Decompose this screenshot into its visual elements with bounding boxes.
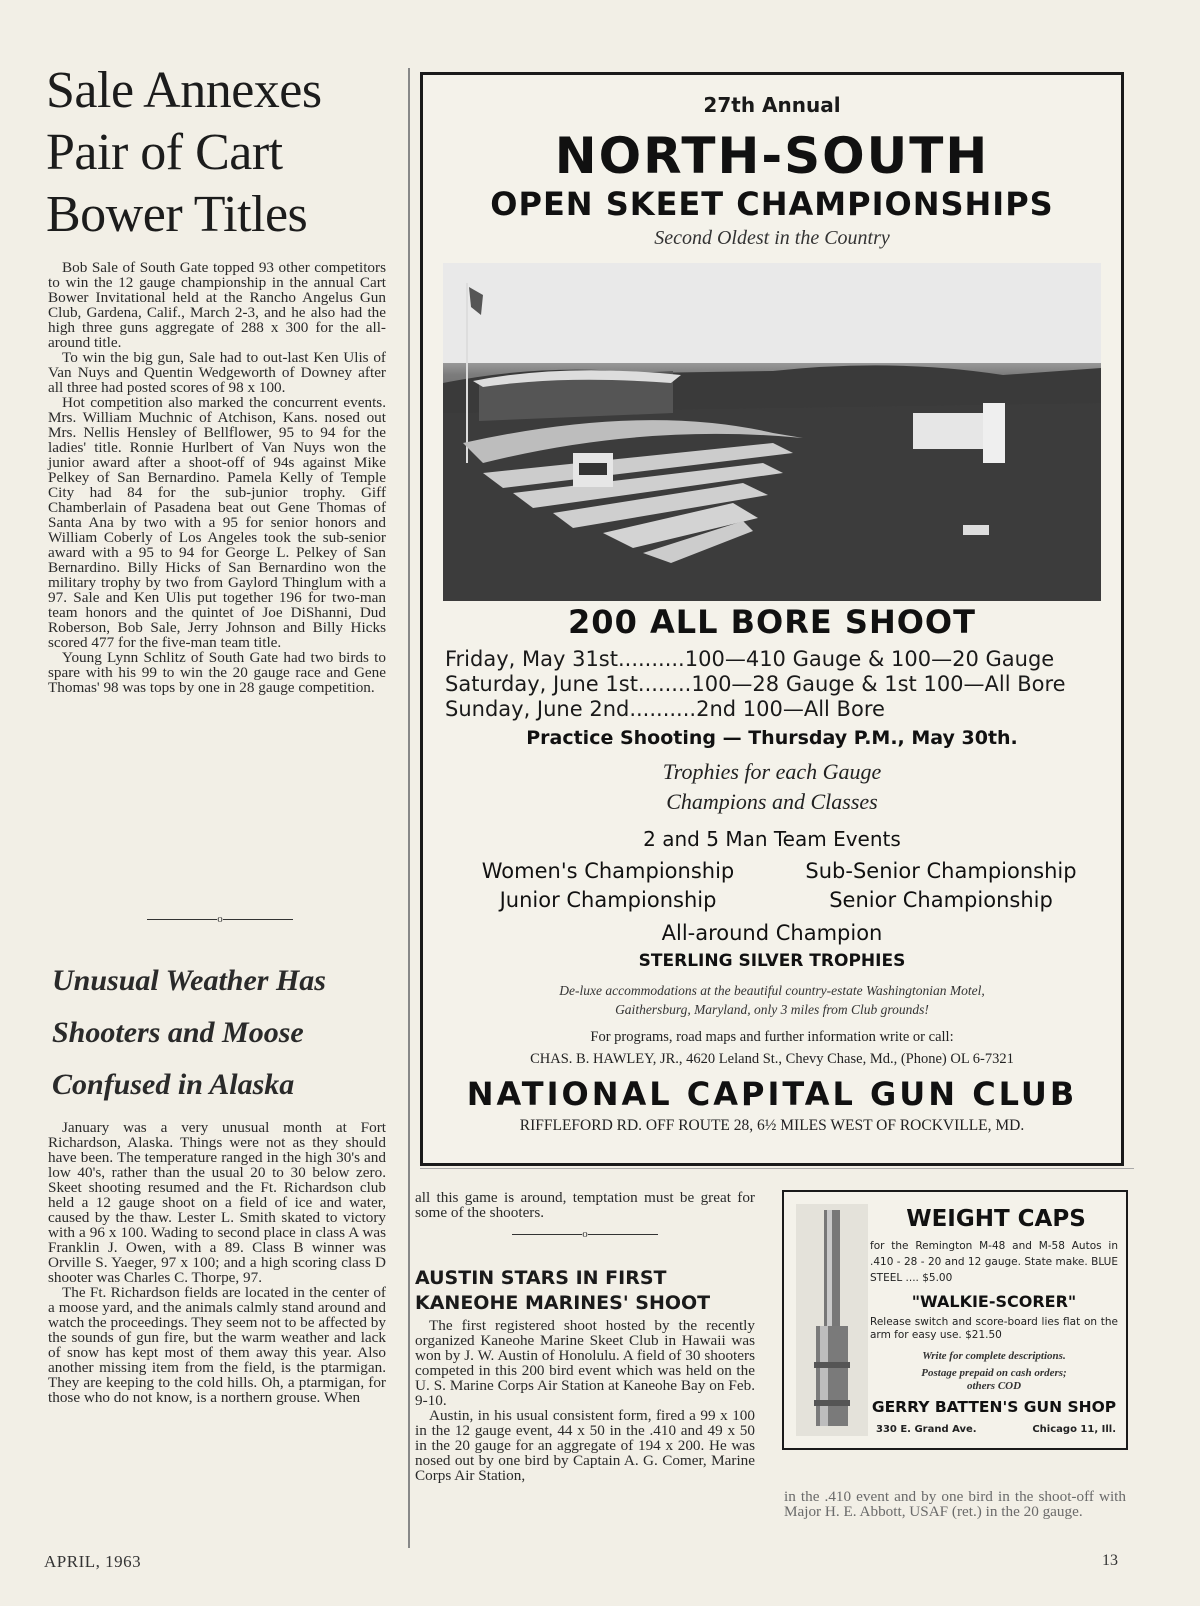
championship-item: Senior Championship xyxy=(829,888,1053,912)
practice-line: Practice Shooting — Thursday P.M., May 30th. xyxy=(526,727,1018,749)
article3-continuation xyxy=(784,1489,1126,1519)
schedule-list xyxy=(445,647,1105,722)
article-paragraph: Young Lynn Schlitz of South Gate had two birds to spare with his 99 to win the 20 gauge race and Gene Thomas' 98 was tops by one in 28 gauge competition. xyxy=(48,649,386,696)
team-events: 2 and 5 Man Team Events xyxy=(643,827,901,851)
ad-note: Postage prepaid on cash orders; xyxy=(921,1367,1067,1379)
ad-note: others COD xyxy=(966,1380,1022,1392)
article-paragraph: Hot competition also marked the concurrent events. Mrs. William Muchnic of Atchison, Kans. nosed out Mrs. Nellis Hensley of Bellflower, 95 to 94 for the ladies' title. Ronnie Hurlbert of Van Nuys won the junior award after a shoot-off of 94s against Mike Pelkey of San Bernardino. Pamela Kelly of Temple City had 84 for the sub-junior trophy. Giff Chamberlain of Pasadena beat out Gene Thomas of Santa Ana by two with a 95 for senior honors and William Coberly of Los Angeles took the sub-senior award with a 95 to 94 for George L. Pelkey of San Bernardino. Billy Hicks of San Bernardino won the military trophy by two from Gaylord Thinglum with a 97. Sale and Ken Ulis put together 196 for two-man team honors and the quintet of Joe DiShanni, Dud Roberson, Bob Sale, Jerry Johnson and Billy Hicks scored 477 for the five-man team title. xyxy=(48,394,386,651)
schedule-event: 100—28 Gauge & 1st 100—All Bore xyxy=(691,672,1066,696)
info-line: For programs, road maps and further information write or call: xyxy=(590,1029,954,1045)
separator-mark: o xyxy=(582,1228,588,1240)
page-number: 13 xyxy=(1102,1552,1118,1569)
championship-item: Women's Championship xyxy=(481,859,735,883)
ad-kicker: 27th Annual xyxy=(703,93,841,117)
article3-body xyxy=(415,1318,755,1483)
article2-continuation xyxy=(415,1190,755,1220)
weight-caps-ad xyxy=(782,1190,1128,1450)
championship-item: Junior Championship xyxy=(499,888,717,912)
trophies-line: Trophies for each Gauge xyxy=(662,759,882,784)
headline-line: Confused in Alaska xyxy=(52,1068,295,1101)
schedule-row xyxy=(445,672,1105,697)
headline-line: Sale Annexes xyxy=(46,62,322,119)
schedule-day: Sunday, June 2nd.......... xyxy=(445,697,697,721)
ad-note: Write for complete descriptions. xyxy=(922,1350,1066,1362)
headline-line: Bower Titles xyxy=(46,186,308,243)
schedule-day: Friday, May 31st.......... xyxy=(445,647,685,671)
championship-ad xyxy=(420,72,1124,1166)
article-paragraph: The first registered shoot hosted by the recently organized Kaneohe Marine Skeet Club in Hawaii was won by J. W. Austin of Honolulu. A field of 30 shooters competed in this 200 bird event which was held on the U. S. Marine Corps Air Station at Kaneohe Bay on Feb. 9-10. xyxy=(415,1317,755,1409)
article-paragraph: Bob Sale of South Gate topped 93 other competitors to win the 12 gauge championship in the annual Cart Bower Invitational held at the Rancho Angelus Gun Club, Gardena, Calif., March 2-3, and he also had the high three guns aggregate of 288 x 300 for the all-around title. xyxy=(48,259,386,351)
contact-line: CHAS. B. HAWLEY, JR., 4620 Leland St., Chevy Chase, Md., (Phone) OL 6-7321 xyxy=(530,1051,1014,1067)
schedule-row xyxy=(445,697,1105,722)
championships-right xyxy=(771,857,1111,915)
article-paragraph: The Ft. Richardson fields are located in the center of a moose yard, and the animals calmly stand around and watch the proceedings. They seem not to be affected by the sounds of gun fire, but the warm weather and lack of snow has kept most of them away this year. Also another missing item from the field, is the ptarmigan. They are keeping to the cold hills. Oh, a ptarmigan, for those who do not know, is a northern grouse. When xyxy=(48,1284,386,1406)
article-paragraph: January was a very unusual month at Fort Richardson, Alaska. Things were not as they should have been. The temperature ranged in the high 30's and low 40's, rather than the usual 20 to 30 below zero. Skeet shooting resumed and the Ft. Richardson club held a 12 gauge shoot on a field of ice and water, caused by the thaw. Lester L. Smith skated to victory with a 96 x 100. Wading to second place in class A was Franklin J. Owen, with a 89. Class B winner was Orville S. Yaeger, 97 x 100; and a high scoring class D shooter was Charles C. Thorpe, 97. xyxy=(48,1119,386,1286)
headline-line: Unusual Weather Has xyxy=(52,964,326,997)
article3-headline xyxy=(415,1266,755,1316)
article2-headline xyxy=(52,955,392,1111)
headline-line: KANEOHE MARINES' SHOOT xyxy=(415,1292,711,1314)
weight-caps-desc: for the Remington M-48 and M-58 Autos in .410 - 28 - 20 and 12 gauge. State make. BLUE STEEL .... $5.00 xyxy=(870,1240,1118,1284)
championship-item: Sub-Senior Championship xyxy=(805,859,1077,883)
schedule-row xyxy=(445,647,1105,672)
schedule-event: 2nd 100—All Bore xyxy=(696,697,885,721)
club-address: RIFFLEFORD RD. OFF ROUTE 28, 6½ MILES WEST OF ROCKVILLE, MD. xyxy=(519,1117,1025,1134)
accommodations-line: De-luxe accommodations at the beautiful country-estate Washingtonian Motel, xyxy=(559,983,985,998)
section-divider xyxy=(420,1168,1134,1169)
headline-line: Shooters and Moose xyxy=(52,1016,304,1049)
ad-subtitle: OPEN SKEET CHAMPIONSHIPS xyxy=(490,185,1054,223)
shop-address: 330 E. Grand Ave. xyxy=(876,1424,977,1435)
walkie-scorer-desc: Release switch and score-board lies flat on the arm for easy use. $21.50 xyxy=(870,1316,1118,1341)
skeet-field-photo xyxy=(443,263,1101,601)
weight-cap-photo xyxy=(796,1204,868,1436)
article2-body xyxy=(48,1120,386,1405)
shop-name: GERRY BATTEN'S GUN SHOP xyxy=(871,1398,1117,1416)
championships-left xyxy=(443,857,773,915)
headline-line: AUSTIN STARS IN FIRST xyxy=(415,1267,667,1289)
article-paragraph: Austin, in his usual consistent form, fired a 99 x 100 in the 12 gauge event, 44 x 50 in the .410 and 49 x 50 in the 20 gauge for an aggregate of 194 x 200. He was nosed out by one bird by Captain A. G. Comer, Marine Corps Air Station, xyxy=(415,1407,755,1484)
issue-date: APRIL, 1963 xyxy=(44,1552,142,1571)
sterling-trophies: STERLING SILVER TROPHIES xyxy=(638,951,906,971)
article1-body xyxy=(48,260,386,695)
schedule-day: Saturday, June 1st........ xyxy=(445,672,692,696)
article1-headline xyxy=(46,60,376,246)
article-paragraph: in the .410 event and by one bird in the shoot-off with Major H. E. Abbott, USAF (ret.) in the 20 gauge. xyxy=(784,1488,1126,1520)
walkie-scorer-title: "WALKIE-SCORER" xyxy=(911,1292,1077,1311)
schedule-event: 100—410 Gauge & 100—20 Gauge xyxy=(684,647,1055,671)
section-separator xyxy=(505,1228,665,1240)
skeet-field-illustration xyxy=(443,263,1101,601)
article-paragraph: all this game is around, temptation must be great for some of the shooters. xyxy=(415,1189,755,1221)
all-around-champion: All-around Champion xyxy=(661,921,883,945)
ad-title: NORTH-SOUTH xyxy=(554,127,990,185)
column-divider xyxy=(408,68,410,1548)
shoot-title: 200 ALL BORE SHOOT xyxy=(568,603,976,641)
weight-caps-title: WEIGHT CAPS xyxy=(906,1206,1086,1232)
ad-tagline: Second Oldest in the Country xyxy=(654,227,890,249)
club-name: NATIONAL CAPITAL GUN CLUB xyxy=(466,1075,1078,1113)
section-separator xyxy=(140,913,300,925)
shop-city: Chicago 11, Ill. xyxy=(1032,1424,1116,1435)
accommodations-line: Gaithersburg, Maryland, only 3 miles from Club grounds! xyxy=(615,1002,929,1017)
separator-mark: o xyxy=(217,913,223,925)
article-paragraph: To win the big gun, Sale had to out-last Ken Ulis of Van Nuys and Quentin Wedgeworth of Downey after all three had posted scores of 98 x 100. xyxy=(48,349,386,396)
headline-line: Pair of Cart xyxy=(46,124,283,181)
classes-line: Champions and Classes xyxy=(666,789,878,814)
